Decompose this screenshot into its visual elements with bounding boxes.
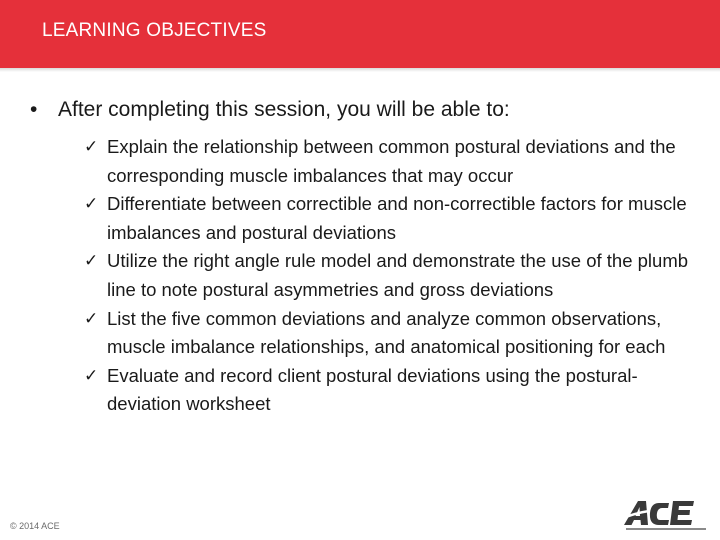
objective-text: List the five common deviations and analyze common observations, muscle imbalance relationships, and anatomical positioning for each	[107, 307, 666, 358]
checkmark-icon: ✓	[84, 137, 99, 157]
objective-item	[84, 247, 694, 304]
checkmark-icon: ✓	[84, 194, 99, 215]
bullet-icon: •	[30, 98, 38, 121]
intro-text: After completing this session, you will be able to:	[58, 98, 510, 121]
objective-item	[84, 305, 694, 362]
objective-item	[84, 133, 694, 190]
objective-text: Utilize the right angle rule model and demonstrate the use of the plumb line to note postural asymmetries and gross deviations	[107, 250, 689, 300]
checkmark-icon: ✓	[84, 308, 99, 329]
ace-logo-icon	[622, 497, 710, 533]
objectives-list	[84, 133, 694, 419]
objective-text: Evaluate and record client postural deviations using the postural-deviation worksheet	[107, 364, 638, 415]
checkmark-icon: ✓	[84, 365, 99, 386]
checkmark-icon: ✓	[84, 251, 99, 272]
objective-text: Explain the relationship between common postural deviations and the corresponding muscle imbalances that may occur	[107, 136, 676, 186]
title-bar-shadow	[0, 68, 720, 72]
copyright-notice: © 2014 ACE	[10, 521, 60, 531]
title-bar	[0, 0, 720, 68]
objective-item	[84, 190, 694, 247]
objective-item	[84, 362, 694, 419]
objective-text: Differentiate between correctible and non-correctible factors for muscle imbalances and postural deviations	[107, 193, 687, 243]
slide-title: LEARNING OBJECTIVES	[42, 20, 267, 41]
